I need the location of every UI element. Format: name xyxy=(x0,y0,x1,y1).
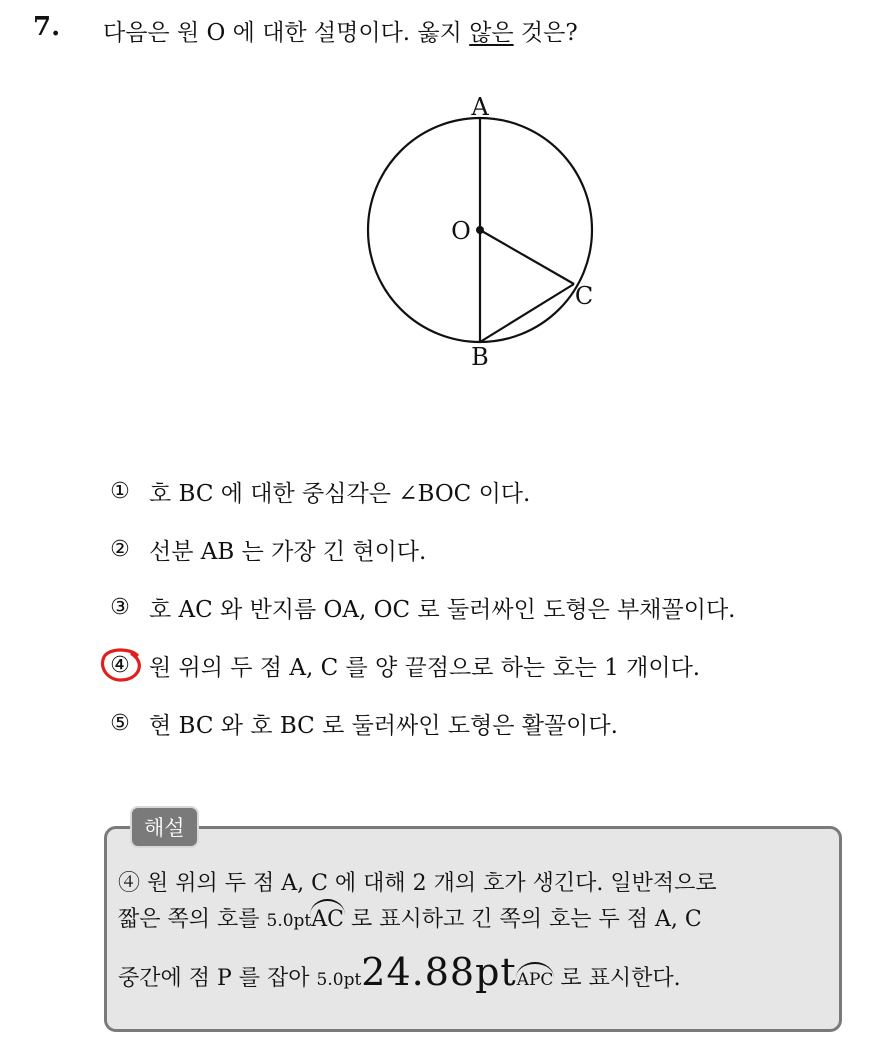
arc-ac: AC xyxy=(311,907,344,932)
choice-list xyxy=(103,462,863,752)
arc-apc: APC xyxy=(516,970,554,990)
choice-text: 현 BC 와 호 BC 로 둘러싸인 도형은 활꼴이다. xyxy=(149,712,618,739)
radius-oc xyxy=(480,230,574,284)
question-number: 7. xyxy=(33,12,61,42)
choice-4[interactable] xyxy=(103,636,863,694)
choice-number: ⑤ xyxy=(110,710,130,736)
choice-text: 호 BC 에 대한 중심각은 ∠BOC 이다. xyxy=(149,480,531,507)
choice-1[interactable] xyxy=(103,462,863,520)
question-text-underlined: 않은 xyxy=(469,20,514,46)
answer-mark-circle xyxy=(99,647,143,683)
solution-line-1: ④ 원 위의 두 점 A, C 에 대해 2 개의 호가 생긴다. 일반적으로 xyxy=(118,871,717,896)
label-a: A xyxy=(471,93,489,121)
choice-5[interactable] xyxy=(103,694,863,752)
solution-line-2-pt: 5.0pt xyxy=(266,911,312,931)
choice-number: ① xyxy=(110,478,130,504)
question-text-before: 다음은 원 O 에 대한 설명이다. 옳지 xyxy=(103,20,470,46)
solution-line-3-big: 24.88pt xyxy=(361,950,517,994)
label-o: O xyxy=(451,217,471,245)
choice-number: ④ xyxy=(110,652,130,678)
chord-bc xyxy=(480,284,574,342)
choice-number: ② xyxy=(110,536,130,562)
solution-line-3 xyxy=(118,950,681,994)
center-point-o xyxy=(476,226,484,234)
choice-number: ③ xyxy=(110,594,130,620)
choice-3[interactable] xyxy=(103,578,863,636)
solution-line-3-pt: 5.0pt xyxy=(316,970,362,990)
solution-line-2-a: 짧은 쪽의 호를 xyxy=(118,907,267,932)
choice-text: 원 위의 두 점 A, C 를 양 끝점으로 하는 호는 1 개이다. xyxy=(149,654,701,681)
label-c: C xyxy=(574,282,594,310)
solution-line-2-b: 로 표시하고 긴 쪽의 호는 두 점 A, C xyxy=(343,907,702,932)
question-text xyxy=(103,14,578,47)
solution-tab: 해설 xyxy=(130,806,199,848)
choice-text: 선분 AB 는 가장 긴 현이다. xyxy=(149,538,427,565)
solution-line-3-a: 중간에 점 P 를 잡아 xyxy=(118,966,317,991)
solution-line-3-b: 로 표시한다. xyxy=(553,966,681,991)
label-b: B xyxy=(471,343,489,371)
question-text-after: 것은? xyxy=(513,20,578,46)
circle-figure xyxy=(340,85,630,380)
choice-text: 호 AC 와 반지름 OA, OC 로 둘러싸인 도형은 부채꼴이다. xyxy=(149,596,736,623)
solution-line-2 xyxy=(118,902,702,933)
choice-2[interactable] xyxy=(103,520,863,578)
